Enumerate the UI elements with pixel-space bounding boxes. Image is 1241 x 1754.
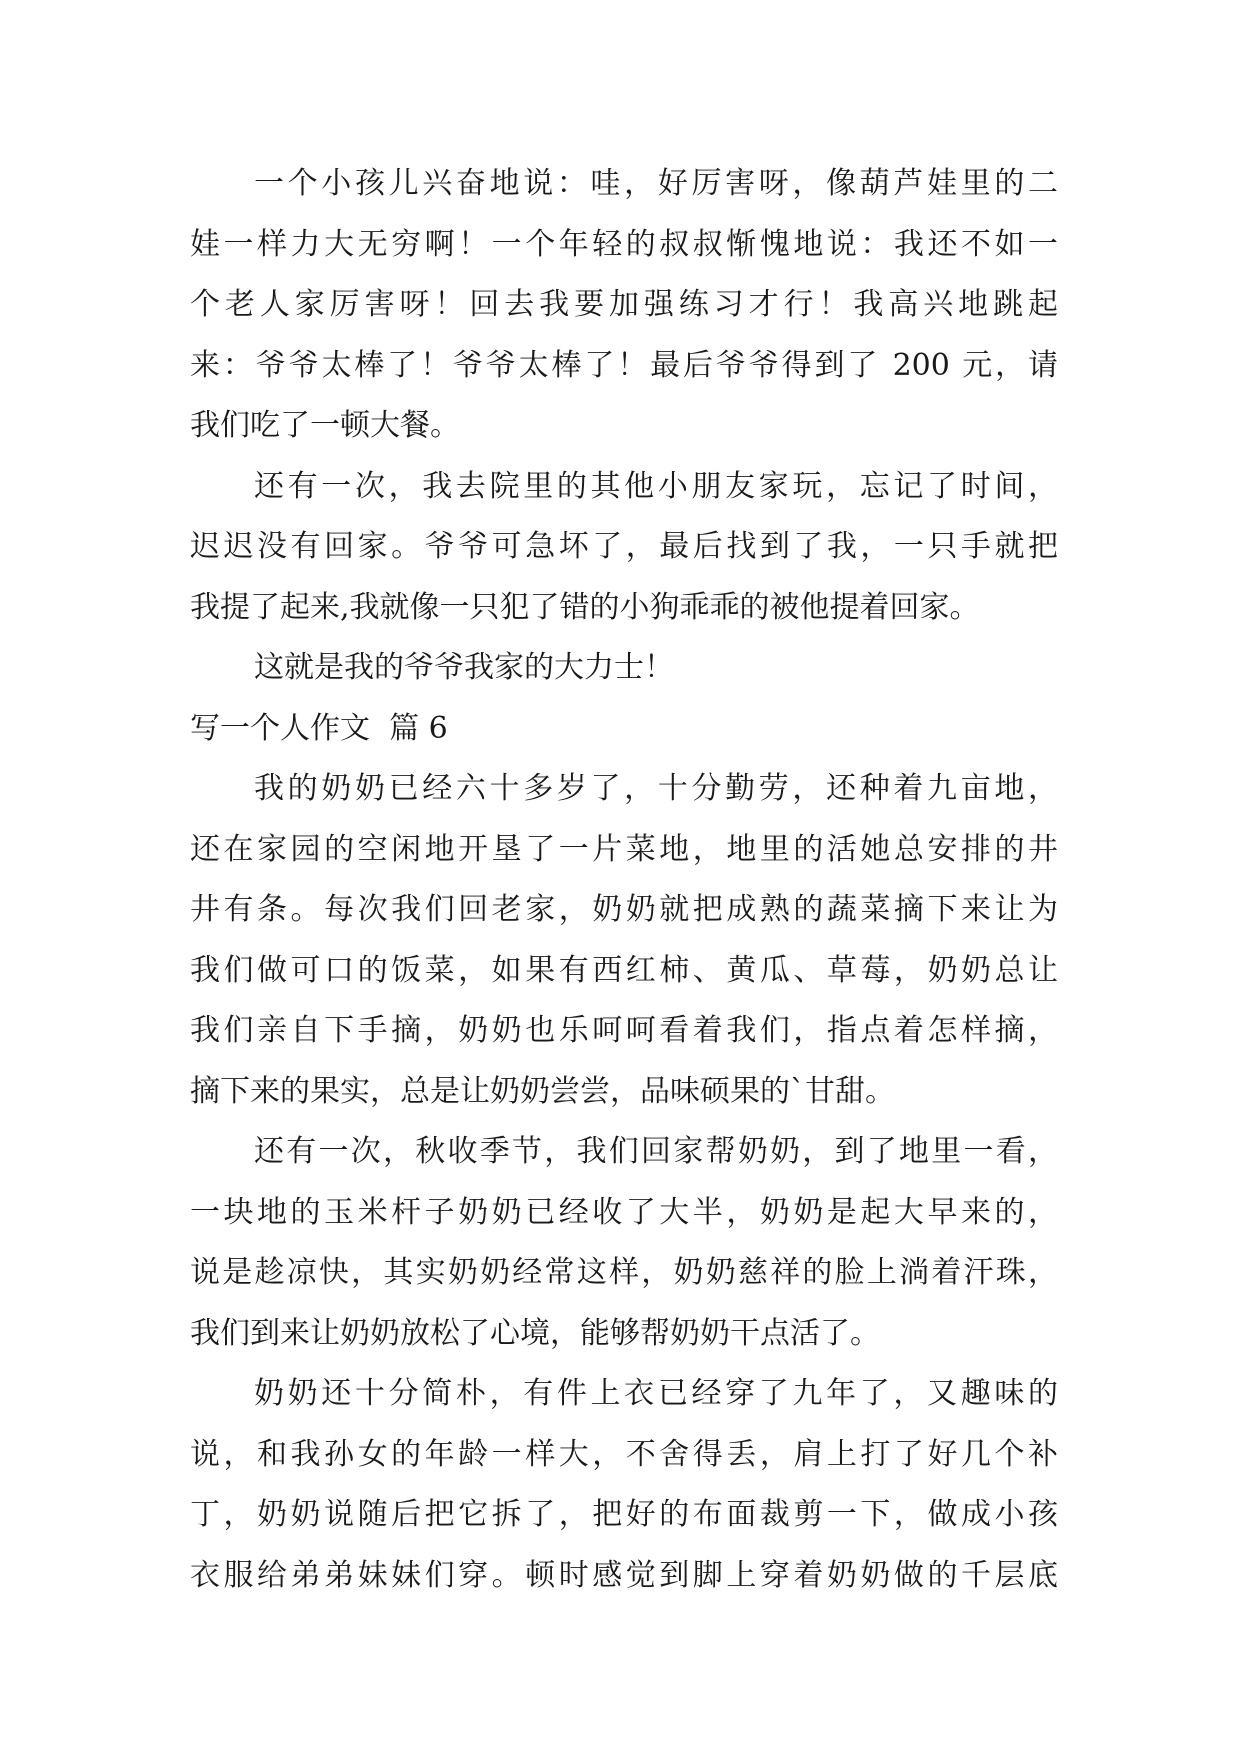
text-line: 这就是我的爷爷我家的大力士！: [254, 650, 674, 685]
text-line: 说，和我孙女的年龄一样大，不舍得丢，肩上打了好几个补: [190, 1436, 1058, 1472]
paragraph: [190, 1364, 1058, 1606]
text-line: 来：爷爷太棒了！爷爷太棒了！最后爷爷得到了 200 元，请: [190, 347, 1058, 383]
text-line: 我们到来让奶奶放松了心境，能够帮奶奶干点活了。: [190, 1315, 880, 1351]
text-line: 娃一样力大无穷啊！一个年轻的叔叔惭愧地说：我还不如一: [190, 226, 1058, 262]
text-line: 我们做可口的饭菜，如果有西红柿、黄瓜、草莓，奶奶总让: [190, 952, 1058, 988]
text-line: 迟迟没有回家。爷爷可急坏了，最后找到了我，一只手就把: [190, 529, 1058, 564]
paragraph: [190, 154, 1058, 457]
paragraph: [190, 1122, 1058, 1364]
text-line: 还有一次，我去院里的其他小朋友家玩，忘记了时间，: [254, 468, 1058, 504]
paragraph: [190, 638, 1058, 699]
document-body: [190, 154, 1058, 1606]
text-line: 我们吃了一顿大餐。: [190, 408, 460, 443]
text-line: 一个小孩儿兴奋地说：哇，好厉害呀，像葫芦娃里的二: [254, 166, 1058, 201]
paragraph: [190, 759, 1058, 1122]
text-line: 说是趁凉快，其实奶奶经常这样，奶奶慈祥的脸上淌着汗珠，: [190, 1255, 1058, 1290]
text-line: 奶奶还十分简朴，有件上衣已经穿了九年了，又趣味的: [254, 1376, 1058, 1411]
paragraph: [190, 457, 1058, 639]
text-line: 丁，奶奶说随后把它拆了，把好的布面裁剪一下，做成小孩: [190, 1497, 1058, 1532]
text-line: 个老人家厉害呀！回去我要加强练习才行！我高兴地跳起: [190, 287, 1058, 322]
text-line: 一块地的玉米杆子奶奶已经收了大半，奶奶是起大早来的，: [190, 1194, 1058, 1230]
text-line: 我提了起来,我就像一只犯了错的小狗乖乖的被他提着回家。: [190, 589, 980, 625]
section-heading: 写一个人作文 篇 6: [190, 710, 448, 746]
text-line: 还有一次，秋收季节，我们回家帮奶奶，到了地里一看，: [254, 1134, 1058, 1169]
text-line: 井有条。每次我们回老家，奶奶就把成熟的蔬菜摘下来让为: [190, 892, 1058, 927]
text-line: 还在家园的空闲地开垦了一片菜地，地里的活她总安排的井: [190, 831, 1058, 867]
text-line: 衣服给弟弟妹妹们穿。顿时感觉到脚上穿着奶奶做的千层底: [190, 1557, 1058, 1593]
text-line: 我的奶奶已经六十多岁了，十分勤劳，还种着九亩地，: [254, 771, 1058, 806]
text-line: 摘下来的果实，总是让奶奶尝尝，品味硕果的`甘甜。: [190, 1073, 895, 1109]
text-line: 我们亲自下手摘，奶奶也乐呵呵看着我们，指点着怎样摘，: [190, 1013, 1058, 1048]
